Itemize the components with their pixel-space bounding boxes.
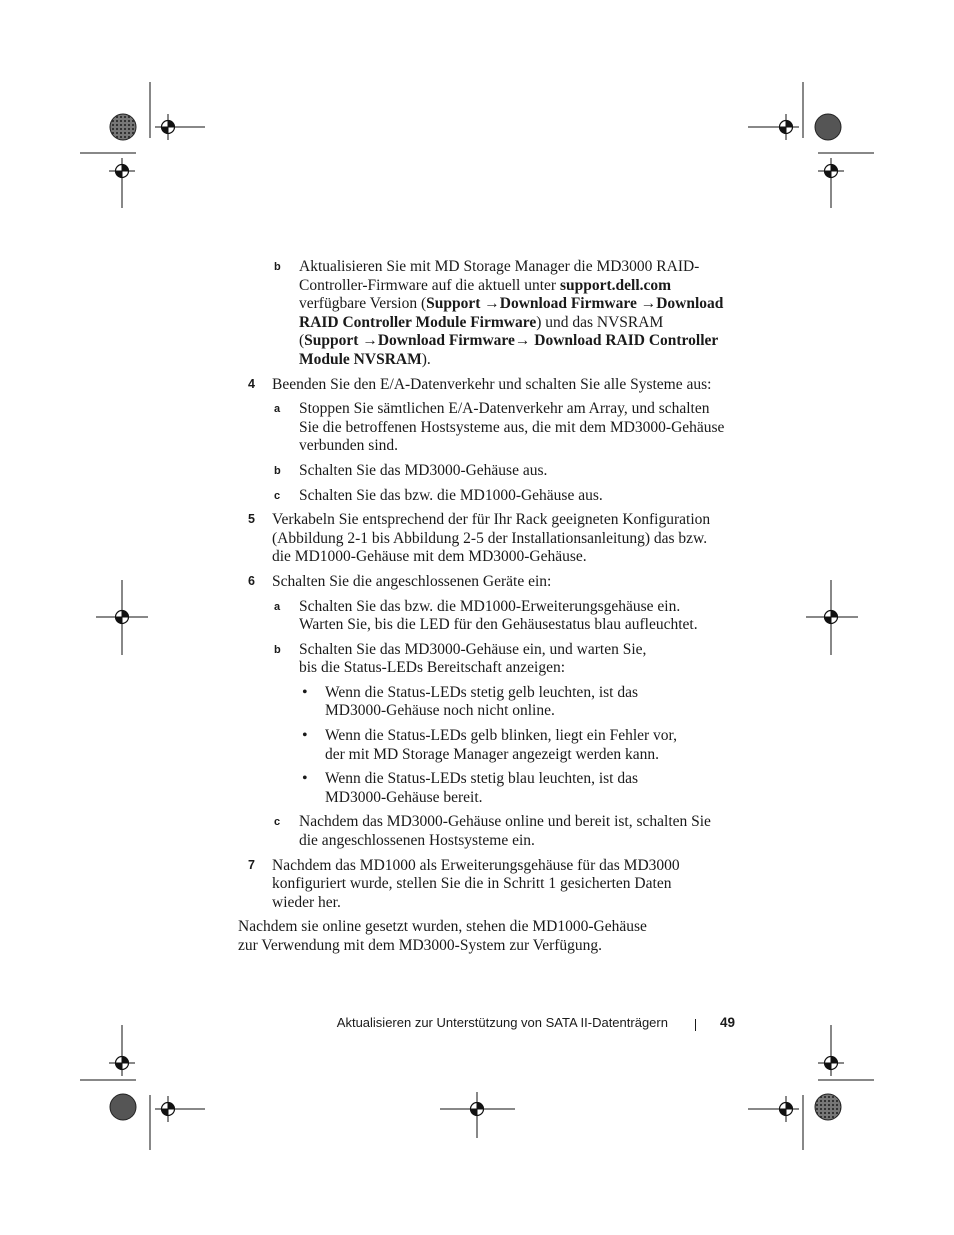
text-line: Schalten Sie das bzw. die MD1000-Erweiterungsgehäuse ein. <box>299 597 681 615</box>
page-number: 49 <box>719 1015 735 1030</box>
substep-label: a <box>274 403 281 416</box>
substep-text <box>299 641 738 678</box>
step-number: 6 <box>248 573 255 588</box>
substep-4a <box>272 400 738 456</box>
substep-label: c <box>274 489 281 502</box>
text-line: Sie die betroffenen Hostsysteme aus, die mit dem MD3000-Gehäuse <box>299 418 725 436</box>
menu-path-download-raid: Download RAID Controller <box>534 332 719 350</box>
text-line: Verkabeln Sie entsprechend der für Ihr Rack geeigneten Konfiguration <box>272 511 711 529</box>
substep-text: Schalten Sie das MD3000-Gehäuse aus. <box>299 461 548 479</box>
step-text <box>272 857 738 913</box>
substep-4b <box>272 462 738 481</box>
step-text <box>272 511 738 567</box>
text-line: Stoppen Sie sämtlichen E/A-Datenverkehr am Array, und schalten <box>299 400 710 418</box>
text-line <box>299 314 738 333</box>
step-text: Schalten Sie die angeschlossenen Geräte ein: <box>272 572 552 590</box>
substep-6c <box>272 813 738 850</box>
text-line <box>299 332 738 351</box>
step-6 <box>238 573 738 592</box>
bullet-text <box>325 770 738 807</box>
text-run: ) und das NVSRAM <box>536 313 664 331</box>
text-line: die MD1000-Gehäuse mit dem MD3000-Gehäuse. <box>272 548 587 566</box>
substep-text <box>299 400 738 456</box>
menu-path-support: Support <box>304 332 359 350</box>
substep-6a <box>272 598 738 635</box>
text-run: Controller-Firmware auf die aktuell unter <box>299 276 560 294</box>
bullet-text <box>325 727 738 764</box>
text-line <box>299 351 738 370</box>
step-text: Beenden Sie den E/A-Datenverkehr und schalten Sie alle Systeme aus: <box>272 375 712 393</box>
step-7 <box>238 857 738 913</box>
text-line: MD3000-Gehäuse noch nicht online. <box>325 702 555 720</box>
text-line: Wenn die Status-LEDs stetig blau leuchten, ist das <box>325 770 638 788</box>
page-footer <box>337 1015 735 1030</box>
text-line: Schalten Sie das MD3000-Gehäuse ein, und warten Sie, <box>299 640 647 658</box>
step-number: 7 <box>248 857 255 872</box>
text-line: die angeschlossenen Hostsysteme ein. <box>299 832 535 850</box>
substep-label: b <box>274 261 281 273</box>
substep-label: c <box>274 816 281 829</box>
menu-path-download-firmware: Download Firmware <box>499 295 637 313</box>
text-line: wieder her. <box>272 893 341 911</box>
text-run: ). <box>421 350 431 368</box>
step-4 <box>238 376 738 395</box>
arrow: → <box>514 332 535 350</box>
arrow: → <box>480 295 500 313</box>
menu-path-support: Support <box>426 295 481 313</box>
menu-path-download-firmware: Download Firmware <box>377 332 515 350</box>
text-line: zur Verwendung mit dem MD3000-System zur Verfügung. <box>238 937 603 954</box>
text-run: verfügbare Version ( <box>299 295 427 313</box>
text-line: Wenn die Status-LEDs gelb blinken, liegt ein Fehler vor, <box>325 727 677 745</box>
text-line: Wenn die Status-LEDs stetig gelb leuchten, ist das <box>325 683 638 701</box>
bullet-item <box>299 727 738 764</box>
bullet-icon: • <box>302 727 308 745</box>
text-line: der mit MD Storage Manager angezeigt werden kann. <box>325 745 659 763</box>
text-line: verbunden sind. <box>299 437 399 455</box>
substep-6b <box>272 641 738 678</box>
text-line: MD3000-Gehäuse bereit. <box>325 788 483 806</box>
bullet-icon: • <box>302 770 308 788</box>
link-support-dell: support.dell.com <box>559 276 672 294</box>
substep-text: Schalten Sie das bzw. die MD1000-Gehäuse aus. <box>299 486 603 504</box>
substep-4c <box>272 487 738 506</box>
bullet-item <box>299 770 738 807</box>
text-line <box>299 295 738 314</box>
text-line: (Abbildung 2-1 bis Abbildung 2-5 der Installationsanleitung) das bzw. <box>272 529 708 547</box>
text-line: bis die Status-LEDs Bereitschaft anzeigen: <box>299 659 566 677</box>
menu-path-raid-firmware: RAID Controller Module Firmware <box>299 313 537 331</box>
text-line: Aktualisieren Sie mit MD Storage Manager die MD3000 RAID- <box>299 258 700 275</box>
page-content <box>238 258 738 956</box>
menu-path-download: Download <box>656 295 724 313</box>
substep-3b <box>272 258 738 370</box>
menu-path-nvsram: Module NVSRAM <box>299 350 422 368</box>
text-line: Nachdem das MD3000-Gehäuse online und bereit ist, schalten Sie <box>299 813 711 831</box>
text-line: Nachdem sie online gesetzt wurden, stehen die MD1000-Gehäuse <box>238 918 647 936</box>
substep-label: a <box>274 600 281 613</box>
step-number: 4 <box>248 376 255 391</box>
closing-paragraph <box>238 918 738 955</box>
bullet-item <box>299 684 738 721</box>
arrow: → <box>358 332 378 350</box>
substep-text <box>299 598 738 635</box>
bullet-text <box>325 684 738 721</box>
step-5 <box>238 511 738 567</box>
arrow: → <box>636 295 657 313</box>
text-line: Nachdem das MD1000 als Erweiterungsgehäuse für das MD3000 <box>272 856 680 874</box>
text-line: konfiguriert wurde, stellen Sie die in Schritt 1 gesicherten Daten <box>272 875 672 893</box>
text-line: Warten Sie, bis die LED für den Gehäusestatus blau aufleuchtet. <box>299 616 698 634</box>
text-run: ( <box>299 332 305 350</box>
step-number: 5 <box>248 512 255 527</box>
footer-divider <box>695 1019 696 1031</box>
substep-text <box>299 258 738 370</box>
footer-title: Aktualisieren zur Unterstützung von SATA II-Datenträgern <box>336 1015 668 1030</box>
bullet-icon: • <box>302 683 308 701</box>
substep-text <box>299 813 738 850</box>
substep-label: b <box>274 464 281 477</box>
text-line <box>299 277 738 296</box>
substep-label: b <box>274 643 281 656</box>
